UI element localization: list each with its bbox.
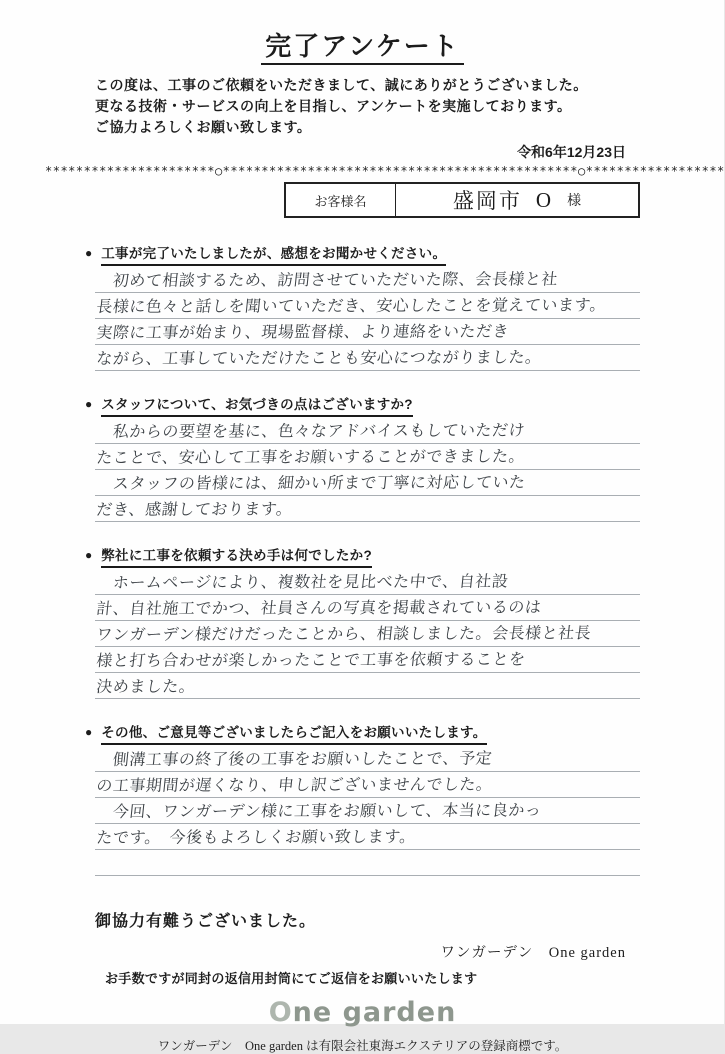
one-garden-logo — [85, 997, 640, 1028]
customer-city: 盛岡市 — [452, 189, 522, 213]
logo-text: ne garden — [292, 997, 457, 1028]
bullet-icon: ● — [85, 397, 93, 411]
handwritten-line: 長様に色々と話しを聞いていただき、安心したことを覚えています。 — [95, 293, 640, 319]
logo-o-ring: O — [268, 997, 293, 1028]
handwritten-line: 様と打ち合わせが楽しかったことで工事を依頼することを — [95, 647, 640, 673]
handwritten-line: スタッフの皆様には、細かい所まで丁寧に対応していた — [95, 470, 640, 496]
answer-area — [95, 746, 640, 876]
thanks-message: 御協力有難うございました。 — [95, 913, 317, 930]
customer-name-box — [284, 182, 640, 218]
answer-area — [95, 267, 640, 371]
handwritten-line: だき、感謝しております。 — [95, 496, 640, 522]
asterisk-divider: **********************○**********************************************○****************** — [45, 164, 725, 178]
handwritten-line: の工事期間が遅くなり、申し訳ございませんでした。 — [95, 772, 640, 798]
company-signature: ワンガーデン One garden — [440, 945, 626, 961]
question-section-2 — [85, 393, 640, 522]
question-section-4 — [85, 721, 640, 876]
handwritten-line: ながら、工事していただけたことも安心につながりました。 — [95, 345, 640, 371]
footer — [85, 908, 640, 1054]
document-date: 令和6年12月23日 — [517, 144, 626, 160]
question-heading: 工事が完了いたしましたが、感想をお聞かせください。 — [101, 242, 446, 266]
customer-name-value — [396, 184, 638, 216]
intro-line: ご協力よろしくお願い致します。 — [95, 119, 312, 135]
handwritten-line: 実際に工事が始まり、現場監督様、より連絡をいただき — [95, 319, 640, 345]
answer-area — [95, 569, 640, 699]
question-section-1 — [85, 242, 640, 371]
bullet-icon: ● — [85, 246, 93, 260]
question-heading: その他、ご意見等ございましたらご記入をお願いいたします。 — [101, 721, 486, 745]
trademark-notice: ワンガーデン One garden は有限会社東海エクステリアの登録商標です。 — [157, 1039, 568, 1053]
question-heading-row — [85, 544, 640, 568]
question-heading-row — [85, 721, 640, 745]
intro-line: 更なる技術・サービスの向上を目指し、アンケートを実施しております。 — [95, 98, 572, 114]
handwritten-line: 決めました。 — [95, 673, 640, 699]
answer-area — [95, 418, 640, 522]
bullet-icon: ● — [85, 725, 93, 739]
handwritten-line: ホームページにより、複数社を見比べた中で、自社設 — [95, 569, 640, 595]
handwritten-line: 私からの要望を基に、色々なアドバイスもしていただけ — [95, 418, 640, 444]
page-title — [85, 26, 640, 63]
intro-paragraph — [95, 75, 640, 138]
page-title-text: 完了アンケート — [261, 31, 463, 65]
question-heading-row — [85, 242, 640, 266]
handwritten-line: 今回、ワンガーデン様に工事をお願いして、本当に良かっ — [95, 798, 640, 824]
handwritten-line: ワンガーデン様だけだったことから、相談しました。会長様と社長 — [95, 621, 640, 647]
bullet-icon: ● — [85, 548, 93, 562]
handwritten-line: たです。 今後もよろしくお願い致します。 — [95, 824, 640, 850]
reply-instruction: お手数ですが同封の返信用封筒にてご返信をお願いいたします — [105, 971, 478, 986]
question-heading: 弊社に工事を依頼する決め手は何でしたか? — [101, 544, 372, 568]
customer-initial: O — [535, 187, 552, 212]
question-section-3 — [85, 544, 640, 699]
handwritten-line: 側溝工事の終了後の工事をお願いしたことで、予定 — [95, 746, 640, 772]
customer-name-label: お客様名 — [286, 184, 396, 216]
handwritten-line: 計、自社施工でかつ、社員さんの写真を掲載されているのは — [95, 595, 640, 621]
handwritten-line: たことで、安心して工事をお願いすることができました。 — [95, 444, 640, 470]
question-heading-row — [85, 393, 640, 417]
handwritten-line: 初めて相談するため、訪問させていただいた際、会長様と社 — [95, 267, 640, 293]
customer-honorific: 様 — [567, 194, 582, 209]
question-heading: スタッフについて、お気づきの点はございますか? — [101, 393, 413, 417]
empty-ruled-line — [95, 850, 640, 876]
intro-line: この度は、工事のご依頼をいただきまして、誠にありがとうございました。 — [95, 77, 588, 93]
